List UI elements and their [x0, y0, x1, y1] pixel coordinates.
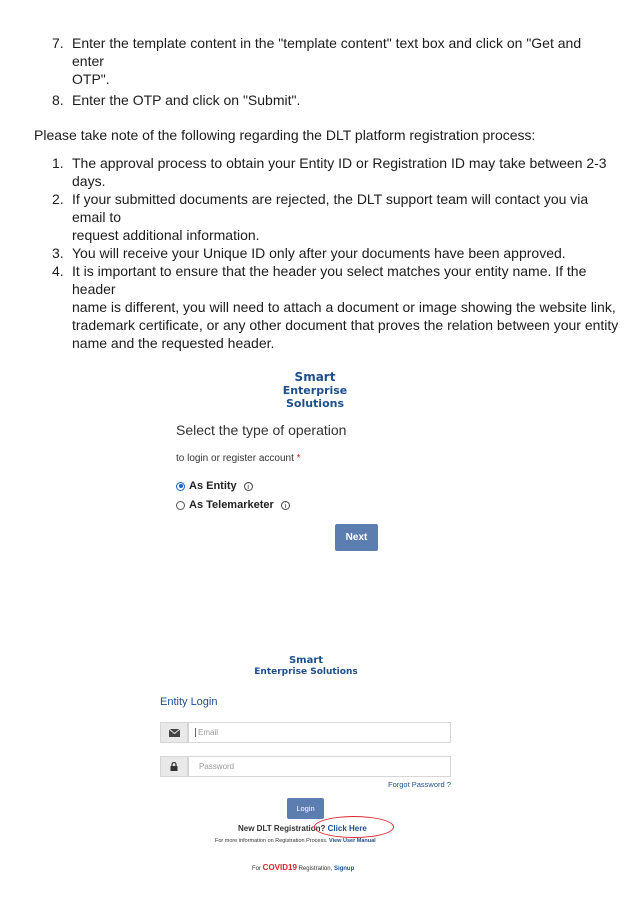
signup-link[interactable]: Signup: [333, 866, 355, 872]
login-title: Entity Login: [160, 696, 218, 708]
list-number: 1.: [52, 155, 64, 171]
brand-line-smart: Smart: [294, 370, 336, 384]
radio-unselected[interactable]: [176, 501, 185, 510]
list-item: [34, 154, 624, 190]
info-icon[interactable]: i: [244, 482, 253, 491]
list-text: You will receive your Unique ID only after your documents have been approved.: [72, 245, 566, 261]
lock-icon: [170, 762, 178, 771]
covid-word: COVID19: [262, 863, 297, 872]
list-text: Enter the OTP and click on "Submit".: [72, 92, 301, 108]
brand-logo: [246, 655, 366, 678]
more-info-text: For more information on Registration Process.: [215, 838, 328, 844]
operation-subtitle-text: to login or register account: [176, 453, 294, 464]
covid-mid: Registration,: [298, 866, 333, 872]
option-as-telemarketer[interactable]: [176, 499, 290, 511]
list-item: [34, 34, 614, 88]
next-button[interactable]: Next: [335, 524, 378, 551]
list-text: name is different, you will need to attach a document or image showing the website link,: [72, 299, 616, 315]
list-item: [34, 91, 614, 109]
list-text: It is important to ensure that the header you select matches your entity name. If the header: [72, 263, 587, 297]
brand-logo: [255, 370, 375, 410]
brand-line-smart: Smart: [288, 655, 324, 666]
lock-addon: [160, 756, 188, 777]
steps-list-top: [34, 34, 614, 109]
operation-title: Select the type of operation: [176, 422, 347, 438]
info-icon[interactable]: i: [281, 501, 290, 510]
list-text: If your submitted documents are rejected, the DLT support team will contact you via email to: [72, 191, 589, 225]
list-number: 8.: [52, 92, 64, 108]
password-placeholder: Password: [199, 762, 235, 771]
envelope-icon: [169, 729, 180, 737]
list-text: name and the requested header.: [72, 335, 275, 351]
radio-selected[interactable]: [176, 482, 185, 491]
list-text: trademark certificate, or any other document that proves the relation between your entity: [72, 317, 619, 333]
option-as-entity[interactable]: [176, 480, 253, 492]
brand-line-enterprise: Enterprise Solutions: [254, 667, 358, 677]
list-item: [34, 190, 624, 244]
more-info-line: [215, 838, 376, 844]
notes-list: [34, 154, 624, 352]
operation-select-screenshot: [160, 360, 480, 560]
click-here-link[interactable]: Click Here: [327, 824, 367, 833]
envelope-addon: [160, 722, 188, 743]
list-item: [34, 262, 624, 352]
annotation-ellipse: [314, 816, 394, 838]
view-manual-link[interactable]: View User Manual: [329, 838, 376, 844]
list-number: 3.: [52, 245, 64, 261]
list-text: OTP".: [72, 71, 110, 87]
list-number: 4.: [52, 263, 64, 279]
required-mark: *: [296, 453, 301, 464]
email-field[interactable]: [188, 722, 451, 743]
list-text: request additional information.: [72, 227, 260, 243]
note-intro: Please take note of the following regarding the DLT platform registration process:: [34, 127, 536, 143]
covid-prefix: For: [252, 866, 261, 872]
option-label: As Entity: [189, 480, 237, 492]
list-item: [34, 244, 624, 262]
list-number: 7.: [52, 35, 64, 51]
new-registration-text: New DLT Registration?: [238, 824, 326, 833]
list-text: The approval process to obtain your Entity ID or Registration ID may take between 2-3 days.: [72, 155, 607, 189]
list-text: Enter the template content in the "template content" text box and click on "Get and enter: [72, 35, 582, 69]
option-label: As Telemarketer: [189, 499, 274, 511]
password-field[interactable]: [188, 756, 451, 777]
brand-line-enterprise: Enterprise Solutions: [282, 384, 348, 410]
forgot-password-link[interactable]: Forgot Password ?: [388, 780, 451, 789]
list-number: 2.: [52, 191, 64, 207]
login-button[interactable]: Login: [287, 798, 324, 819]
email-placeholder: Email: [195, 728, 218, 737]
covid-line: [252, 863, 354, 872]
operation-subtitle: [176, 453, 301, 464]
entity-login-screenshot: [150, 650, 470, 880]
